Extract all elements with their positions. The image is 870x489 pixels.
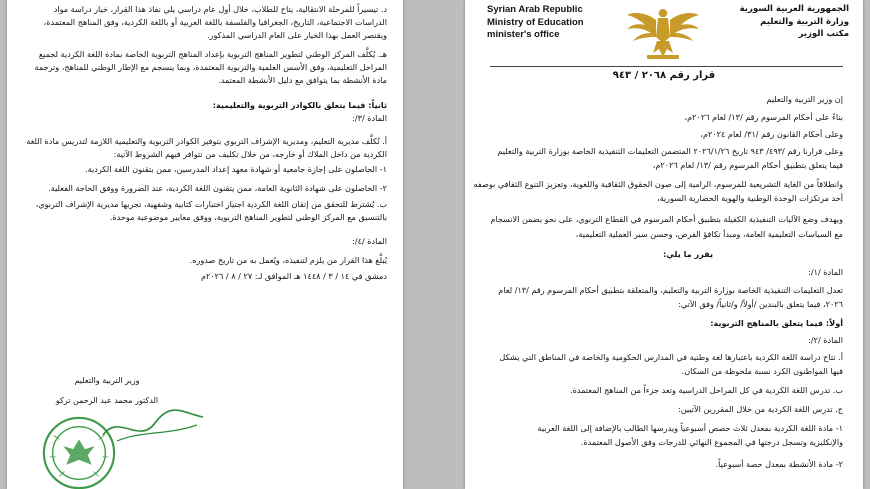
clause-h-line-2: المراحل التعليمية، وفق الأسس العلمية والتربوية المعتمدة، وبما ينسجم مع الإطار الوطني للمناهج، وترجمة (34, 62, 387, 72)
preamble-aim-line-1: ويهدف وضع الآليات التنفيذية الكفيلة بتطبيق أحكام المرسوم في القطاع التربوي، على نحو يضمن الانسجام (490, 214, 843, 224)
preamble-law: وعلى أحكام القانون رقم /٣١/ لعام ٢٠٢٤م، (700, 129, 843, 139)
ministry-name-en: Ministry of Education (487, 16, 584, 28)
article-4-text: يُبلَّغ هذا القرار من يلزم لتنفيذه، ويُعمل به من تاريخ صدوره. (189, 255, 387, 265)
article-2-c-item-1-line-1: ١- مادة اللغة الكردية بمعدل ثلاث حصص أسبوعياً ويدرسها الطالب بالإضافة إلى اللغة العربية (537, 423, 843, 433)
letterhead-arabic (740, 3, 849, 41)
section-one-heading: أولاً: فيما يتعلق بالمناهج التربوية: (710, 318, 843, 328)
document-page-1 (465, 0, 863, 489)
article-2-c-item-1-line-2: والإنكليزية وتسجل درجتها في المجموع النهائي للدرجات وفق الأصول المعتمدة. (580, 437, 843, 447)
article-2-c: ج. تدرس اللغة الكردية من خلال المقررين الآتيين: (678, 404, 843, 414)
preamble-decision-line-1: وعلى قرارنا رقم /٤٩٣/ ٩٤٣ تاريخ ٢٠٢٦/١/٢٦ المتضمن التعليمات التنفيذية الخاصة بوزارة التربية والتعليم (497, 146, 843, 156)
preamble-purpose-line-1: وانطلاقاً من الغاية التشريعية للمرسوم، الرامية إلى صون الحقوق الثقافية واللغوية، وتعزيز التنوع الثقافي بوصفه (473, 179, 843, 189)
clause-h-line-3: مادة الأنشطة بما يتوافق مع دليل الأنشطة المعتمد. (218, 75, 387, 85)
article-4-heading: المادة /٤/: (352, 236, 387, 246)
golden-eagle-emblem-icon (625, 3, 701, 63)
document-page-2 (7, 0, 403, 489)
article-3-item-2: ٢- الحاصلون على شهادة الثانوية العامة، ممن يتقنون اللغة الكردية، عند الضرورة ووفق الحاجة الفعلية. (48, 183, 387, 193)
article-2-heading: المادة /٢/: (808, 335, 843, 345)
header-divider (490, 66, 843, 67)
article-1-text-line-1: تعدل التعليمات التنفيذية الخاصة بوزارة التربية والتعليم، والمتعلقة بتطبيق أحكام المرسوم رقم /١٣/ لعام (498, 285, 843, 295)
signatory-title: وزير التربية والتعليم (74, 376, 140, 385)
clause-d-line-1: د. تيسيراً للمرحلة الانتقالية، يتاح للطلاب، خلال أول عام دراسي يلي نفاذ هذا القرار، خيار دراسة مواد (53, 4, 387, 14)
preamble-purpose-line-2: أحد مرتكزات الوحدة الوطنية والهوية الحضارية السورية، (656, 193, 843, 203)
article-2-a-line-1: أ. تتاح دراسة اللغة الكردية باعتبارها لغة وطنية في المدارس الحكومية والخاصة في المناطق التي يشكل (499, 352, 843, 362)
article-1-heading: المادة /١/: (808, 267, 843, 277)
article-1-text-line-2: ٢٠٢٦، فيما يتعلق بالبندين /أولاً/ و/ثانياً/ وفق الآتي: (678, 299, 843, 309)
article-3-b-line-1: ب. يُشترط للتحقق من إتقان اللغة الكردية اجتياز اختبارات كتابية وشفهية، تجريها مديرية الإشراف التربوي، (35, 199, 387, 209)
letterhead-english (487, 4, 584, 42)
clause-d-line-3: ويقتصر العمل بهذا الخيار على العام الدراسي المذكور. (206, 30, 387, 40)
country-name-ar: الجمهورية العربية السورية (739, 4, 849, 14)
issue-date: دمشق في ١٤ / ٣ / ١٤٤٨ هـ الموافق لـ: ٢٧ / ٨ / ٢٠٢٦م (200, 271, 387, 281)
article-2-b: ب. تدرس اللغة الكردية في كل المراحل الدراسية وتعد جزءاً من المناهج المعتمدة. (570, 385, 843, 395)
preamble-decision-line-2: فيما يتعلق بتطبيق أحكام المرسوم رقم /١٣/ لعام ٢٠٢٦م، (652, 160, 843, 170)
article-3-b-line-2: بالتنسيق مع المركز الوطني لتطوير المناهج التربوية، ووفق معايير موضوعية موحدة. (109, 212, 387, 222)
decides-heading: يقرر ما يلي: (662, 249, 713, 259)
office-name-ar: مكتب الوزير (798, 29, 849, 39)
article-3-heading: المادة /٣/: (352, 113, 387, 123)
clause-d-line-2: الدراسات الاجتماعية، التاريخ، الجغرافيا والفلسفة باللغة العربية أو باللغة الكردية، وفق المناهج المعتمدة، (43, 17, 387, 27)
section-two-heading: ثانياً: فيما يتعلق بالكوادر التربوية والتعليمية: (212, 100, 387, 110)
article-3-a-line-2: الكردية من داخل الملاك أو خارجه، من خلال تكليف من تتوافر فيهم الشروط الآتية: (113, 149, 387, 159)
clause-h-line-1: هـ. يُكلَّف المركز الوطني لتطوير المناهج التربوية بإعداد المناهج التربوية الخاصة بمادة اللغة الكردية لجميع (38, 49, 387, 59)
preamble-minister: إن وزير التربية والتعليم (766, 94, 843, 104)
preamble-decree: بناءً على أحكام المرسوم رقم /١٣/ لعام ٢٠٢٦م، (684, 112, 843, 122)
article-2-c-item-2: ٢- مادة الأنشطة بمعدل حصة أسبوعياً. (715, 459, 843, 469)
article-3-item-1: ١- الحاصلون على إجازة جامعية أو شهادة معهد إعداد المدرسين، ممن يتقنون اللغة الكردية. (85, 164, 387, 174)
handwritten-signature-icon (99, 405, 209, 451)
ministry-name-ar: وزارة التربية والتعليم (760, 16, 849, 27)
decision-title: قرار رقم ۲۰٦۸ / ٩٤٣ (612, 70, 716, 81)
office-name-en: minister's office (487, 29, 560, 40)
signatory-name: الدكتور محمد عبد الرحمن تركو (55, 396, 159, 405)
preamble-aim-line-2: مع السياسات التعليمية العامة، ومبدأ تكافؤ الفرص، وحسن سير العملية التعليمية، (575, 229, 843, 239)
country-name-en: Syrian Arab Republic (487, 4, 583, 15)
article-2-a-line-2: فيها المواطنون الكرد نسبة ملحوظة من السكان. (681, 366, 843, 376)
article-3-a-line-1: أ. تُكلَّف مديرية التعليم، ومديرية الإشراف التربوي بتوفير الكوادر التربوية والتعليمية اللازمة لتدريس مادة اللغة (26, 136, 387, 146)
